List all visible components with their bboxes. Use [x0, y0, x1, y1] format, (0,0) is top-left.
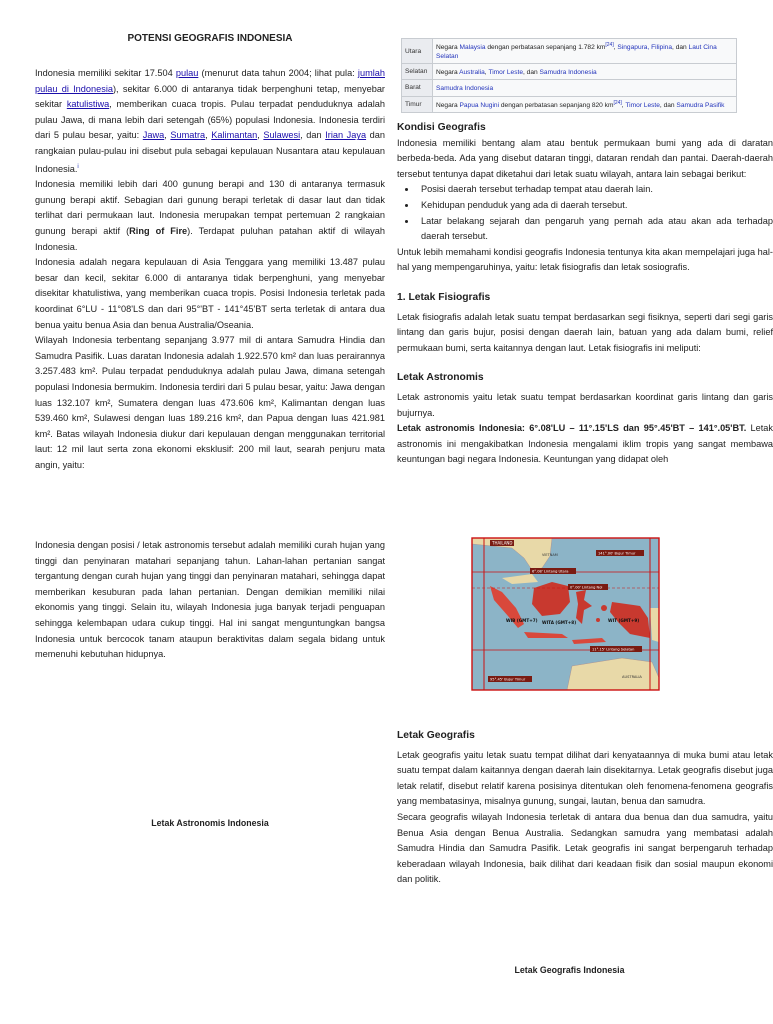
- paragraph-astronomis-2: Letak astronomis Indonesia: 6°.08'LU – 11°.15'LS dan 95°.45'BT – 141°.05'BT. Letak astronomis ini mengakibatkan Indonesia mengalami iklim tropis yang sangat membawa keuntungan bagi negara Indonesia. Keuntungan yang didapat oleh: [397, 423, 773, 465]
- table-row: [402, 96, 737, 112]
- map-label: 141°.00' Bujur Timur: [598, 551, 636, 556]
- right-column-bottom: [397, 728, 773, 888]
- left-column-bottom: [35, 538, 385, 663]
- border-link[interactable]: Samudra Indonesia: [539, 69, 597, 77]
- border-direction: Barat: [402, 80, 433, 96]
- border-text: Negara: [436, 101, 460, 109]
- footnote-ref[interactable]: i: [77, 163, 79, 170]
- border-table: [401, 38, 737, 113]
- border-text: , dan: [523, 69, 540, 77]
- map-label: 6°.08' Lintang Utara: [532, 569, 569, 574]
- border-link[interactable]: Samudra Pasifik: [676, 101, 725, 109]
- border-link[interactable]: Timor Leste: [488, 69, 524, 77]
- border-link[interactable]: Laut Cina Selatan: [436, 44, 717, 61]
- heading-letak-fisiografis: 1. Letak Fisiografis: [397, 291, 491, 303]
- heading-letak-astronomis: Letak Astronomis: [397, 372, 484, 384]
- paragraph-coordinates: Indonesia adalah negara kepulauan di Asia Tenggara yang memiliki 13.487 pulau besar dan kecil, sekitar 6.000 di antaranya tidak berpenghuni, yang menyebar disekitar khatulistiwa, yang memberikan cuaca tropis. Posisi Indonesia terletak pada koordinat 6°LU - 11°08'LS dan dari 95°'BT - 141°45'BT serta terletak di antara dua benua yaitu benua Asia dan benua Australia/Oseania.: [35, 257, 385, 330]
- paragraph-astronomis: Letak astronomis yaitu letak suatu tempat berdasarkan koordinat garis lintang dan garis bujurnya.: [397, 391, 773, 418]
- bullet-list: [397, 182, 773, 244]
- border-text: ,: [484, 69, 489, 77]
- caption-astronomis: Letak Astronomis Indonesia: [151, 818, 269, 828]
- paragraph-islands: Indonesia memiliki sekitar 17.504 pulau (menurut data tahun 2004; lihat pula: jumlah pulau di Indonesia), sekitar 6.000 di antaranya tidak berpenghuni tetap, menyebar sekitar katulistiwa, memberikan cuaca tropis. Pulau terpadat penduduknya adalah pulau Jawa, di mana lebih dari setengah (65%) populasi Indonesia. Indonesia terdiri dari 5 pulau besar, yaitu: Jawa, Sumatra, Kalimantan, Sulawesi, dan Irian Jaya dan rangkaian pulau-pulau ini disebut pula sebagai kepulauan Nusantara atau kepulauan Indonesia.$^i$: [35, 68, 385, 174]
- map-illustration: [472, 538, 659, 690]
- heading-kondisi-geografis: Kondisi Geografis: [397, 122, 486, 133]
- table-row: [402, 39, 737, 64]
- border-text: ,: [613, 44, 618, 52]
- border-link[interactable]: Australia: [459, 69, 485, 77]
- border-link[interactable]: Singapura, Filipina: [617, 44, 673, 52]
- indonesia-map-image: [472, 538, 659, 690]
- border-description: [433, 64, 737, 80]
- paragraph-geografis-1: Letak geografis yaitu letak suatu tempat dilihat dari kenyataannya di muka bumi atau letak suatu tempat dalam kaitannya dengan daerah lain disekitarnya. Letak geografis disebut juga letak relatif, disebut relatif karena posisinya ditentukan oleh fenomena-fenomena geografis yang membatasinya, misalnya gunung, sungai, lautan, benua dan samudra.: [397, 749, 773, 807]
- border-text: ,: [621, 101, 626, 109]
- border-direction: Selatan: [402, 64, 433, 80]
- border-direction: Utara: [402, 39, 433, 64]
- border-text: , dan: [659, 101, 677, 109]
- border-text: , dan: [672, 44, 689, 52]
- map-label: 95°.45' Bujur Timur: [490, 677, 526, 682]
- paragraph-area: Wilayah Indonesia terbentang sepanjang 3.977 mil di antara Samudra Hindia dan Samudra Pasifik. Luas daratan Indonesia adalah 1.922.570 km² dan luas perairannya 3.257.483 km². Pulau terpadat penduduknya adalah pulau Jawa, dimana setengah populasi Indonesia bermukim. Indonesia terdiri dari 5 pulau besar, yaitu: Jawa dengan luas 132.107 km², Sumatera dengan luas 473.606 km², Kalimantan dengan luas 539.460 km², Sulawesi dengan luas 189.216 km², dan Papua dengan luas 421.981 km². Batas wilayah Indonesia diukur dari kepulauan dengan menggunakan territorial laut: 12 mil laut serta zona ekonomi eksklusif: 200 mil laut, searah penjuru mata angin, yaitu:: [35, 335, 385, 470]
- link-irian-jaya[interactable]: Irian Jaya: [325, 130, 367, 141]
- link-jumlah-pulau[interactable]: jumlah pulau di Indonesia: [35, 68, 385, 94]
- right-column-top: [397, 120, 773, 468]
- heading-letak-geografis: Letak Geografis: [397, 730, 475, 741]
- map-label: 0°.00' Lintang Nol: [570, 585, 603, 590]
- paragraph-intro: Untuk lebih memahami kondisi geografis Indonesia tentunya kita akan mempelajari juga hal-hal yang mempengaruhinya, yaitu: letak fisiografis dan letak sosiografis.: [397, 246, 773, 273]
- map-label: WITA (GMT+8): [542, 620, 577, 625]
- map-label: WIB (GMT+7): [506, 618, 538, 623]
- border-text: dengan perbatasan sepanjang 1.782 km: [485, 44, 606, 52]
- paragraph-volcanoes: Indonesia memiliki lebih dari 400 gunung berapi and 130 di antaranya termasuk gunung berapi aktif. Sebagian dari gunung berapi terletak di dasar laut dan tidak terlihat dari permukaan laut. Indonesia merupakan tempat pertemuan 2 rangkaian gunung berapi aktif (Ring of Fire). Terdapat puluhan patahan aktif di wilayah Indonesia.: [35, 179, 385, 252]
- border-link[interactable]: Samudra Indonesia: [436, 85, 494, 93]
- border-link[interactable]: Timor Leste: [625, 101, 660, 109]
- map-label: WIT (GMT+9): [608, 618, 640, 623]
- paragraph-geografis-2: Secara geografis wilayah Indonesia terletak di antara dua benua dan dua samudra, yaitu Benua Asia dengan Benua Australia. Sedangkan samudra yang membatasi adalah Samudra Hindia dan Samudra Pasifik. Letak geografis ini sangat berpengaruh terhadap keberadaan wilayah Indonesia, baik dilihat dari keadaan fisik dan sosial maupun ekonomi dan politik.: [397, 811, 773, 885]
- table-row: [402, 64, 737, 80]
- link-sulawesi[interactable]: Sulawesi: [263, 130, 301, 141]
- border-link[interactable]: [24]: [605, 42, 614, 48]
- map-label: VIETNAM: [542, 553, 558, 557]
- paragraph-kondisi: Indonesia memiliki bentang alam atau bentuk permukaan bumi yang ada di daratan berbeda-beda. Ada yang disebut dataran tinggi, dataran rendah dan pantai. Daerah-daerah tersebut tentunya dapat diketahui dari letak suatu wilayah, antara lain sebagai berikut:: [397, 137, 773, 179]
- border-text: Negara: [436, 69, 460, 77]
- border-link[interactable]: [24]: [613, 99, 622, 106]
- border-link[interactable]: Malaysia: [459, 44, 486, 52]
- map-label: 11°.15' Lintang Selatan: [592, 647, 635, 652]
- list-item: • Kehidupan penduduk yang ada di daerah tersebut.: [417, 198, 773, 214]
- caption-geografis: Letak Geografis Indonesia: [514, 965, 625, 975]
- border-description: [433, 96, 737, 112]
- paragraph-fisiografis: Letak fisiografis adalah letak suatu tempat berdasarkan segi fisiknya, seperti dari segi garis lintang dan garis bujur, posisi dengan daerah lain, batuan yang ada dalam bumi, relief permukaan bumi, serta kaitannya dengan laut. Letak fisiografis ini meliputi:: [397, 311, 773, 353]
- link-kalimantan[interactable]: Kalimantan: [211, 130, 258, 141]
- border-description: [433, 39, 737, 64]
- link-katulistiwa[interactable]: katulistiwa: [66, 99, 110, 110]
- border-text: dengan perbatasan sepanjang 820 km: [499, 101, 614, 109]
- map-label: AUSTRALIA: [622, 675, 642, 679]
- border-text: Negara: [436, 44, 460, 52]
- left-column-top: [35, 66, 385, 474]
- list-item: • Posisi daerah tersebut terhadap tempat atau daerah lain.: [417, 182, 773, 198]
- paragraph-climate: Indonesia dengan posisi / letak astronomis tersebut adalah memiliki curah hujan yang tinggi dan penyinaran matahari sepanjang tahun. Lahan-lahan pertanian sangat tergantung dengan curah hujan yang tinggi dan penyinaran matahari, sehingga dapat memberikan kesuburan pada lahan pertanian. Dengan demikian memiliki nilai ekonomis yang tinggi. Selain itu, wilayah Indonesia juga banyak terjadi penguapan sehingga kelembapan udara cukup tinggi. Hal ini sangat menguntungkan bangsa Indonesia untuk bercocok tanam ataupun beraktivitas dalam segala bidang untuk memenuhi kebutuhan hidupnya.: [35, 540, 385, 660]
- border-link[interactable]: Papua Nugini: [459, 101, 500, 109]
- link-jawa[interactable]: Jawa: [142, 130, 165, 141]
- border-direction: Timur: [402, 96, 433, 112]
- map-label: THAILAND: [492, 540, 513, 546]
- list-item: • Latar belakang sejarah dan pengaruh yang pernah ada atau akan ada terhadap daerah tersebut.: [417, 214, 773, 245]
- table-row: [402, 80, 737, 96]
- link-pulau[interactable]: pulau: [175, 68, 199, 78]
- border-description: [433, 80, 737, 96]
- document-title: POTENSI GEOGRAFIS INDONESIA: [127, 33, 293, 44]
- link-sumatra[interactable]: Sumatra: [170, 130, 206, 141]
